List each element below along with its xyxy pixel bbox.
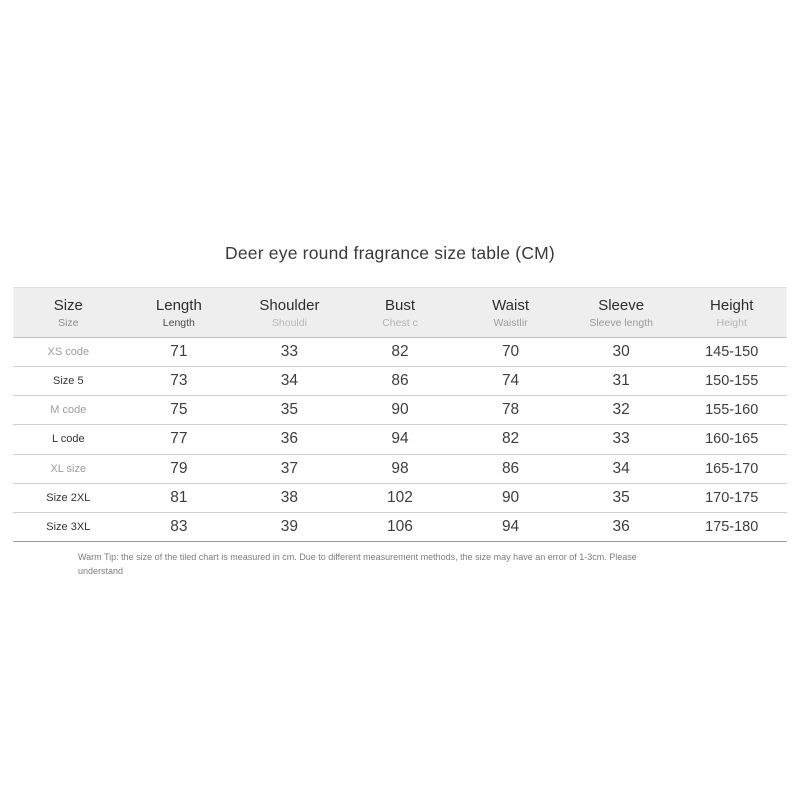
- value-cell: 82: [391, 343, 409, 361]
- value-cell: 32: [612, 401, 630, 419]
- value-cell: 70: [501, 343, 520, 361]
- value-cell: 75: [170, 401, 188, 419]
- column-label: Shoulder: [259, 296, 320, 314]
- value-cell: 30: [612, 343, 630, 361]
- table-row: [13, 455, 787, 484]
- column-sublabel: Size: [58, 316, 79, 329]
- value-cell: 39: [280, 517, 299, 535]
- value-cell: 145-150: [705, 344, 759, 361]
- column-header-height: [676, 297, 787, 329]
- column-sublabel: Length: [162, 316, 195, 329]
- size-label-cell: Size 3XL: [46, 520, 91, 533]
- value-cell: 155-160: [705, 402, 759, 419]
- value-cell: 81: [170, 488, 188, 506]
- column-label: Sleeve: [598, 296, 645, 314]
- value-cell: 86: [501, 459, 520, 477]
- size-label-cell: XS code: [47, 346, 90, 359]
- value-cell: 33: [612, 430, 630, 448]
- value-cell: 73: [170, 372, 188, 390]
- column-sublabel: Sleeve length: [589, 316, 653, 329]
- size-label-cell: XL size: [50, 462, 87, 475]
- table-row: [13, 484, 787, 513]
- value-cell: 35: [612, 488, 630, 506]
- table-row: [13, 338, 787, 367]
- column-label: Height: [710, 296, 754, 314]
- column-label: Bust: [384, 296, 415, 314]
- value-cell: 31: [612, 372, 630, 390]
- value-cell: 83: [170, 517, 188, 535]
- value-cell: 38: [280, 488, 299, 506]
- value-cell: 71: [170, 343, 188, 361]
- value-cell: 175-180: [705, 518, 759, 535]
- value-cell: 37: [280, 459, 299, 477]
- size-table: [13, 287, 787, 542]
- value-cell: 36: [280, 430, 299, 448]
- value-cell: 74: [501, 372, 520, 390]
- value-cell: 90: [501, 488, 520, 506]
- value-cell: 98: [391, 459, 409, 477]
- value-cell: 94: [501, 517, 520, 535]
- value-cell: 82: [501, 430, 520, 448]
- value-cell: 78: [501, 401, 520, 419]
- warm-tip-line1: Warm Tip: the size of the tiled chart is measured in cm. Due to different measurement methods, the size may have an error of 1-3cm. Please: [78, 552, 637, 562]
- value-cell: 170-175: [705, 489, 759, 506]
- value-cell: 86: [391, 372, 409, 390]
- value-cell: 90: [391, 401, 409, 419]
- column-header-length: [124, 297, 235, 329]
- value-cell: 77: [170, 430, 188, 448]
- table-row: [13, 367, 787, 396]
- table-row: [13, 396, 787, 425]
- warm-tip-line2: understand: [78, 566, 124, 576]
- value-cell: 150-155: [705, 373, 759, 390]
- table-row: [13, 513, 787, 542]
- column-label: Length: [155, 296, 202, 314]
- column-sublabel: Waistlir: [493, 316, 528, 329]
- value-cell: 35: [280, 401, 299, 419]
- value-cell: 106: [387, 517, 413, 535]
- column-header-bust: [345, 297, 456, 329]
- column-header-shoulder: [234, 297, 345, 329]
- size-label-cell: Size 2XL: [46, 491, 91, 504]
- column-label: Size: [53, 296, 83, 314]
- value-cell: 94: [391, 430, 409, 448]
- column-sublabel: Height: [716, 316, 747, 329]
- column-sublabel: Chest c: [382, 316, 418, 329]
- size-label-cell: Size 5: [52, 375, 84, 388]
- size-label-cell: M code: [50, 404, 87, 417]
- value-cell: 36: [612, 517, 630, 535]
- value-cell: 34: [280, 372, 299, 390]
- column-label: Waist: [492, 296, 530, 314]
- column-header-sleeve: [566, 297, 677, 329]
- value-cell: 165-170: [705, 460, 759, 477]
- warm-tip-note: [78, 550, 768, 578]
- table-body: [13, 338, 787, 542]
- value-cell: 33: [280, 343, 299, 361]
- value-cell: 34: [612, 459, 630, 477]
- column-header-size: [13, 297, 124, 329]
- size-label-cell: L code: [51, 433, 85, 446]
- value-cell: 160-165: [705, 431, 759, 448]
- value-cell: 102: [387, 488, 413, 506]
- column-sublabel: Shouldi: [271, 316, 307, 329]
- table-header-row: [13, 287, 787, 338]
- page-title: Deer eye round fragrance size table (CM): [225, 243, 555, 263]
- table-row: [13, 425, 787, 454]
- value-cell: 79: [170, 459, 188, 477]
- column-header-waist: [455, 297, 566, 329]
